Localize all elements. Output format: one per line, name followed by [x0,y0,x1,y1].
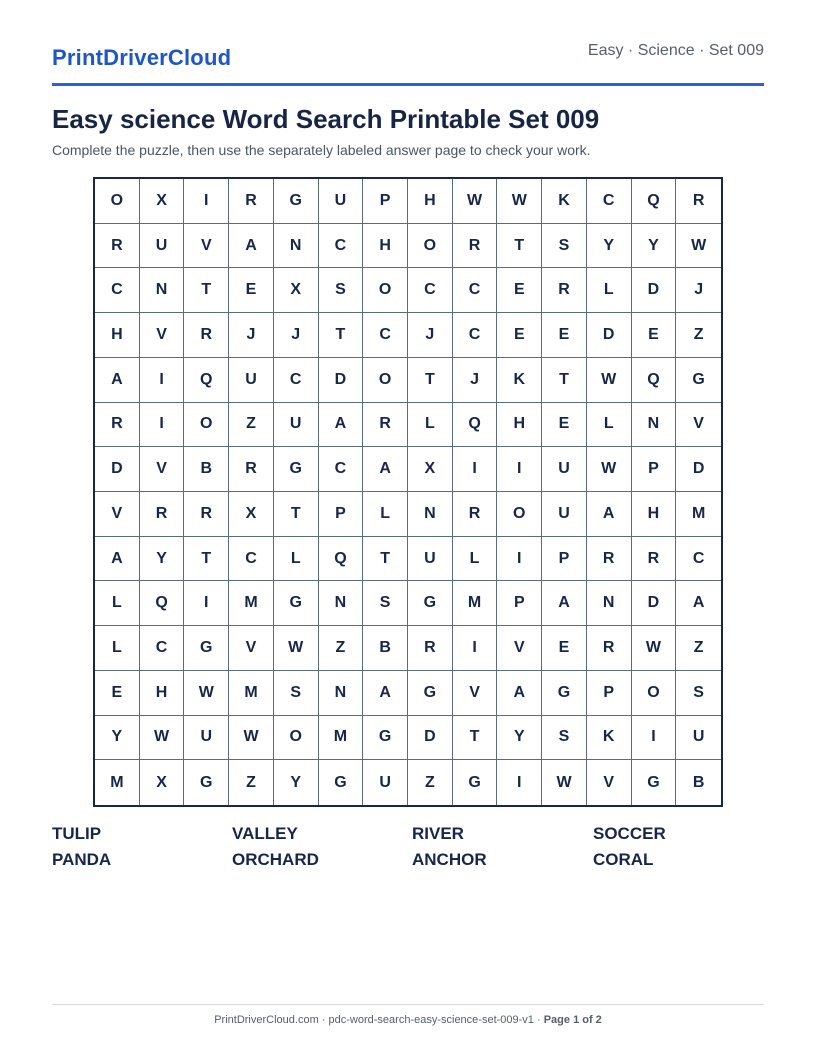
grid-cell: R [363,403,408,448]
grid-cell: O [363,358,408,403]
grid-cell: W [184,671,229,716]
grid-cell: Z [676,313,721,358]
grid-cell: U [274,403,319,448]
grid-cell: C [453,268,498,313]
grid-cell: A [676,581,721,626]
grid-cell: N [319,671,364,716]
grid-cell: Q [140,581,185,626]
grid-cell: V [140,447,185,492]
grid-cell: K [587,716,632,761]
footer-divider [52,1004,764,1005]
grid-cell: W [587,447,632,492]
grid-cell: C [319,224,364,269]
grid-cell: R [140,492,185,537]
grid-cell: H [363,224,408,269]
grid-cell: E [632,313,677,358]
grid-cell: G [274,581,319,626]
grid-cell: S [274,671,319,716]
grid-cell: J [453,358,498,403]
grid-cell: A [363,447,408,492]
grid-cell: B [363,626,408,671]
footer-separator: · [318,1014,329,1026]
grid-cell: N [274,224,319,269]
grid-cell: D [676,447,721,492]
grid-cell: Z [676,626,721,671]
footer-page-number: Page 1 of 2 [543,1014,602,1026]
page-title: Easy science Word Search Printable Set 009 [52,104,600,134]
grid-cell: C [319,447,364,492]
page-subtitle: Complete the puzzle, then use the separately labeled answer page to check your work. [52,142,591,158]
grid-cell: T [184,268,229,313]
grid-cell: V [676,403,721,448]
word-list-item: SOCCER [593,824,666,843]
grid-cell: Q [632,179,677,224]
grid-cell: S [363,581,408,626]
grid-cell: H [632,492,677,537]
grid-cell: Z [229,403,274,448]
grid-cell: W [676,224,721,269]
grid-cell: I [497,447,542,492]
grid-cell: N [587,581,632,626]
grid-cell: U [140,224,185,269]
grid-cell: O [95,179,140,224]
grid-cell: T [408,358,453,403]
grid-cell: M [319,716,364,761]
grid-cell: E [542,403,587,448]
grid-cell: A [319,403,364,448]
grid-cell: W [274,626,319,671]
grid-cell: P [363,179,408,224]
grid-cell: P [319,492,364,537]
grid-cell: H [95,313,140,358]
grid-cell: G [184,760,229,805]
grid-cell: C [453,313,498,358]
grid-cell: T [542,358,587,403]
grid-cell: W [140,716,185,761]
grid-cell: I [140,403,185,448]
grid-cell: G [408,671,453,716]
grid-cell: I [140,358,185,403]
grid-cell: K [497,358,542,403]
grid-cell: J [408,313,453,358]
grid-cell: V [587,760,632,805]
footer-separator: · [533,1014,544,1026]
grid-cell: W [542,760,587,805]
grid-cell: L [587,268,632,313]
grid-cell: L [408,403,453,448]
grid-cell: S [542,716,587,761]
grid-cell: Y [95,716,140,761]
grid-cell: I [632,716,677,761]
word-list-item: CORAL [593,850,654,869]
grid-cell: R [587,626,632,671]
grid-cell: C [408,268,453,313]
grid-cell: O [497,492,542,537]
grid-cell: Q [319,537,364,582]
grid-cell: V [184,224,229,269]
grid-cell: A [95,537,140,582]
word-list-item: ANCHOR [412,850,487,869]
word-search-grid [93,177,723,807]
grid-cell: A [363,671,408,716]
brand-logo[interactable]: PrintDriverCloud [52,45,232,70]
grid-cell: C [229,537,274,582]
grid-cell: J [274,313,319,358]
grid-cell: L [363,492,408,537]
grid-cell: M [676,492,721,537]
grid-cell: Y [497,716,542,761]
word-list [52,825,772,869]
grid-cell: X [229,492,274,537]
grid-cell: U [363,760,408,805]
grid-cell: L [453,537,498,582]
grid-cell: C [95,268,140,313]
grid-cell: U [229,358,274,403]
grid-cell: R [676,179,721,224]
grid-cell: C [587,179,632,224]
grid-cell: G [632,760,677,805]
grid-cell: M [229,671,274,716]
grid-cell: M [453,581,498,626]
grid-cell: N [408,492,453,537]
word-list-item: PANDA [52,850,112,869]
page-footer [52,1014,764,1026]
grid-cell: D [632,268,677,313]
grid-cell: R [453,492,498,537]
grid-cell: I [184,581,229,626]
grid-cell: G [363,716,408,761]
grid-cell: X [274,268,319,313]
grid-cell: O [184,403,229,448]
footer-site: PrintDriverCloud.com [214,1014,319,1026]
grid-cell: X [140,760,185,805]
grid-cell: U [319,179,364,224]
grid-cell: P [542,537,587,582]
word-list-item: RIVER [412,824,464,843]
grid-cell: S [319,268,364,313]
grid-cell: W [632,626,677,671]
grid-cell: G [274,447,319,492]
grid-cell: D [95,447,140,492]
grid-cell: R [408,626,453,671]
grid-cell: E [542,313,587,358]
grid-cell: W [453,179,498,224]
grid-cell: O [363,268,408,313]
word-list-item: TULIP [52,824,102,843]
grid-cell: D [319,358,364,403]
grid-cell: T [497,224,542,269]
grid-cell: S [676,671,721,716]
grid-cell: E [95,671,140,716]
grid-cell: M [229,581,274,626]
grid-cell: L [587,403,632,448]
grid-cell: C [676,537,721,582]
grid-cell: D [587,313,632,358]
grid-cell: G [542,671,587,716]
grid-cell: W [497,179,542,224]
grid-cell: N [140,268,185,313]
grid-cell: O [408,224,453,269]
grid-cell: C [140,626,185,671]
grid-cell: A [542,581,587,626]
grid-cell: O [632,671,677,716]
grid-cell: R [453,224,498,269]
grid-cell: E [497,268,542,313]
grid-cell: B [184,447,229,492]
grid-cell: A [95,358,140,403]
grid-cell: Q [632,358,677,403]
grid-cell: N [319,581,364,626]
grid-cell: P [632,447,677,492]
grid-cell: D [632,581,677,626]
grid-cell: A [587,492,632,537]
grid-cell: H [497,403,542,448]
grid-cell: L [95,581,140,626]
grid-cell: W [229,716,274,761]
grid-cell: J [676,268,721,313]
grid-cell: Y [274,760,319,805]
grid-cell: M [95,760,140,805]
grid-cell: L [95,626,140,671]
grid-cell: I [453,626,498,671]
grid-cell: U [542,492,587,537]
grid-cell: T [184,537,229,582]
page-header [52,0,764,86]
grid-cell: G [274,179,319,224]
grid-cell: R [587,537,632,582]
grid-cell: G [408,581,453,626]
grid-cell: Y [587,224,632,269]
grid-cell: T [274,492,319,537]
grid-cell: U [184,716,229,761]
grid-cell: X [140,179,185,224]
grid-cell: T [319,313,364,358]
grid-cell: U [542,447,587,492]
grid-cell: G [453,760,498,805]
grid-cell: E [542,626,587,671]
grid-cell: J [229,313,274,358]
grid-cell: C [274,358,319,403]
grid-cell: G [676,358,721,403]
grid-cell: Z [408,760,453,805]
footer-doc-id: pdc-word-search-easy-science-set-009-v1 [328,1014,534,1026]
grid-cell: Z [319,626,364,671]
word-list-item: VALLEY [232,824,298,843]
grid-cell: R [95,403,140,448]
grid-cell: T [453,716,498,761]
grid-cell: Z [229,760,274,805]
grid-cell: O [274,716,319,761]
grid-cell: Q [453,403,498,448]
grid-cell: T [363,537,408,582]
grid-cell: U [676,716,721,761]
grid-cell: V [497,626,542,671]
grid-cell: Y [632,224,677,269]
grid-cell: H [140,671,185,716]
grid-cell: P [497,581,542,626]
grid-cell: E [229,268,274,313]
grid-cell: E [497,313,542,358]
grid-cell: V [453,671,498,716]
grid-cell: P [587,671,632,716]
grid-cell: V [95,492,140,537]
grid-cell: R [632,537,677,582]
grid-cell: R [229,179,274,224]
grid-cell: K [542,179,587,224]
grid-cell: V [140,313,185,358]
grid-cell: I [497,760,542,805]
grid-cell: S [542,224,587,269]
grid-cell: R [184,492,229,537]
grid-cell: Q [184,358,229,403]
grid-cell: N [632,403,677,448]
grid-cell: I [184,179,229,224]
grid-cell: U [408,537,453,582]
grid-cell: D [408,716,453,761]
grid-cell: R [184,313,229,358]
grid-cell: C [363,313,408,358]
grid-cell: W [587,358,632,403]
grid-cell: L [274,537,319,582]
grid-cell: B [692,773,705,791]
grid-cell: I [453,447,498,492]
grid-cell: R [95,224,140,269]
grid-cell: G [319,760,364,805]
grid-cell: V [229,626,274,671]
grid-cell: R [229,447,274,492]
grid-cell: Y [140,537,185,582]
grid-cell: G [184,626,229,671]
grid-cell: A [229,224,274,269]
grid-cell: X [408,447,453,492]
grid-cell: A [497,671,542,716]
puzzle-meta: Easy · Science · Set 009 [587,42,764,59]
grid-cell: H [408,179,453,224]
grid-cell: I [497,537,542,582]
grid-cell: R [542,268,587,313]
word-list-item: ORCHARD [232,850,319,869]
